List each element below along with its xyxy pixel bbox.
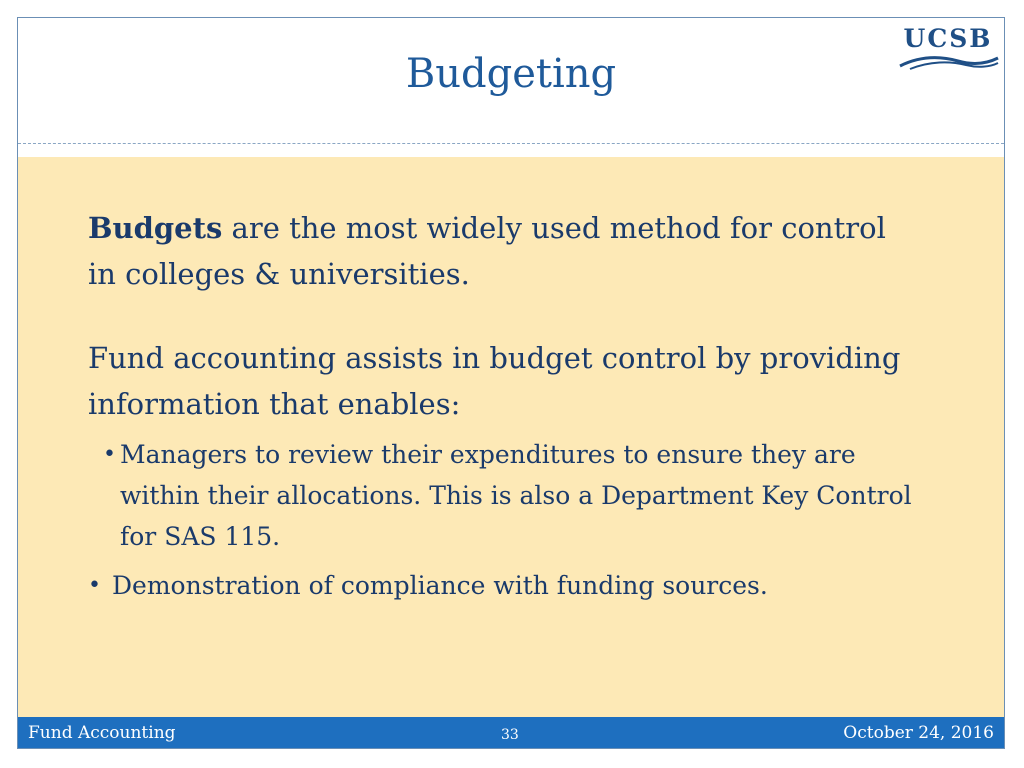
slide-footer bbox=[18, 717, 1004, 748]
bullet-dot-icon: • bbox=[88, 573, 101, 598]
footer-course-title: Fund Accounting bbox=[28, 723, 176, 743]
logo-waves-icon bbox=[896, 52, 1000, 72]
slide-content bbox=[18, 157, 1004, 717]
slide-header bbox=[18, 18, 1004, 144]
budgets-description: are the most widely used method for control in colleges & universities. bbox=[88, 211, 886, 291]
logo-text: UCSB bbox=[903, 24, 993, 53]
bullet-text: Demonstration of compliance with funding sources. bbox=[112, 571, 768, 600]
bullet-text: Managers to review their expenditures to ensure they are within their allocations. This is also a Department Key Control for SAS 115. bbox=[120, 440, 912, 551]
bullet-item-compliance bbox=[88, 565, 948, 606]
ucsb-logo bbox=[896, 26, 1000, 74]
bullet-dot-icon: • bbox=[103, 442, 116, 467]
slide bbox=[17, 17, 1005, 749]
bullet-item-managers bbox=[103, 434, 943, 557]
footer-date: October 24, 2016 bbox=[843, 723, 994, 743]
paragraph-budgets bbox=[88, 205, 918, 297]
footer-page-number: 33 bbox=[501, 727, 519, 743]
budgets-term: Budgets bbox=[88, 211, 223, 245]
slide-title: Budgeting bbox=[405, 51, 617, 97]
paragraph-fund-accounting: Fund accounting assists in budget control by providing information that enables: bbox=[88, 341, 901, 421]
